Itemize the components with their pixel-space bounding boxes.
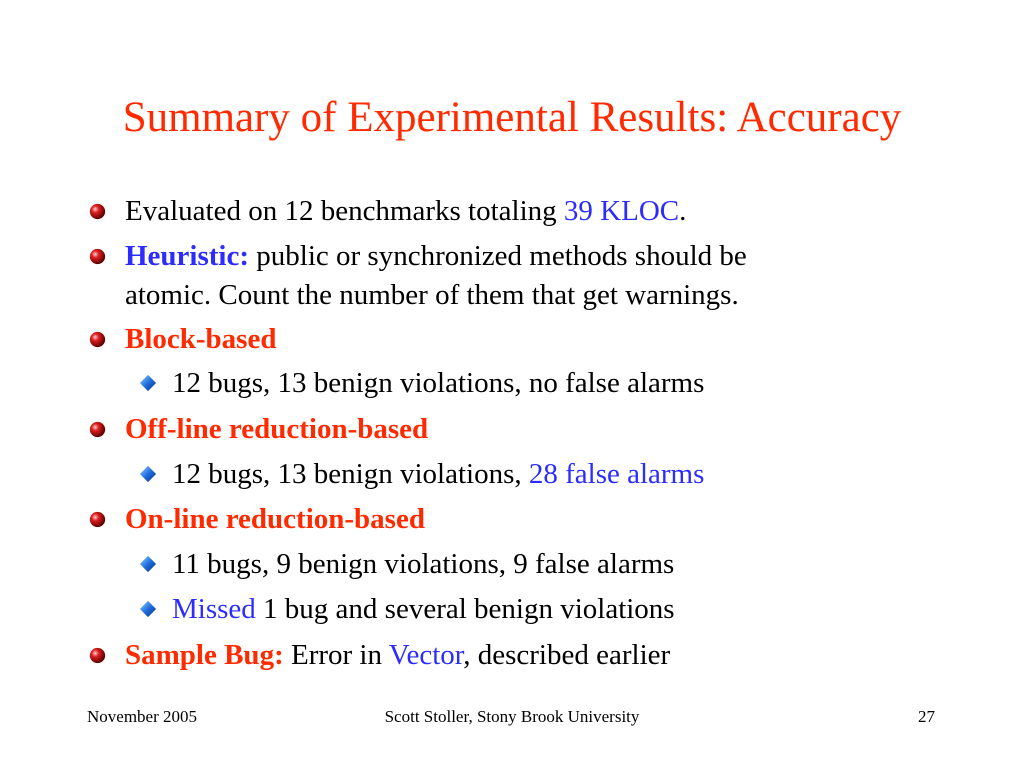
bullet-text: 12 bugs, 13 benign violations, bbox=[172, 458, 529, 490]
bullet-text: 1 bug and several benign violations bbox=[255, 593, 675, 625]
missed-label: Missed bbox=[172, 593, 256, 625]
sub-bullet-item bbox=[172, 362, 704, 405]
sub-bullet-item bbox=[172, 588, 675, 631]
sample-bug-label: Sample Bug: bbox=[125, 639, 284, 671]
kloc-value: 39 KLOC bbox=[563, 195, 680, 227]
red-sphere-bullet-icon bbox=[89, 421, 106, 438]
bullet-text-end: . bbox=[679, 195, 687, 227]
bullet-text: public or synchronized methods should be bbox=[249, 240, 747, 272]
bullet-item bbox=[125, 408, 428, 451]
bullet-item bbox=[125, 235, 747, 278]
bullet-item bbox=[125, 318, 276, 361]
bullet-heading: On-line reduction-based bbox=[125, 503, 425, 535]
blue-diamond-bullet-icon bbox=[139, 465, 157, 483]
bullet-item bbox=[125, 634, 670, 677]
red-sphere-bullet-icon bbox=[89, 203, 106, 220]
footer-page-number: 27 bbox=[918, 707, 935, 726]
bullet-text: 11 bugs, 9 benign violations, 9 false alarms bbox=[172, 548, 675, 580]
red-sphere-bullet-icon bbox=[89, 647, 106, 664]
bullet-text: 12 bugs, 13 benign violations, no false alarms bbox=[172, 367, 705, 399]
footer-date: November 2005 bbox=[87, 707, 198, 726]
red-sphere-bullet-icon bbox=[89, 511, 106, 528]
bullet-heading: Off-line reduction-based bbox=[125, 413, 429, 445]
bullet-heading: Block-based bbox=[125, 323, 277, 355]
bullet-text: atomic. Count the number of them that get warnings. bbox=[125, 279, 739, 311]
vector-class-name: Vector bbox=[388, 639, 464, 671]
sub-bullet-item bbox=[172, 453, 704, 496]
bullet-text: Error in bbox=[283, 639, 389, 671]
bullet-text: Evaluated on 12 benchmarks totaling bbox=[125, 195, 564, 227]
red-sphere-bullet-icon bbox=[89, 248, 106, 265]
bullet-item bbox=[125, 498, 425, 541]
blue-diamond-bullet-icon bbox=[139, 555, 157, 573]
heuristic-label: Heuristic: bbox=[125, 240, 250, 272]
blue-diamond-bullet-icon bbox=[139, 374, 157, 392]
false-alarms-count: 28 false alarms bbox=[528, 458, 705, 490]
red-sphere-bullet-icon bbox=[89, 331, 106, 348]
slide-title: Summary of Experimental Results: Accuracy bbox=[122, 94, 902, 141]
footer-author: Scott Stoller, Stony Brook University bbox=[384, 707, 640, 726]
sub-bullet-item bbox=[172, 543, 674, 586]
bullet-text-end: , described earlier bbox=[463, 639, 671, 671]
bullet-continuation bbox=[125, 274, 739, 317]
bullet-item bbox=[125, 190, 686, 233]
blue-diamond-bullet-icon bbox=[139, 600, 157, 618]
